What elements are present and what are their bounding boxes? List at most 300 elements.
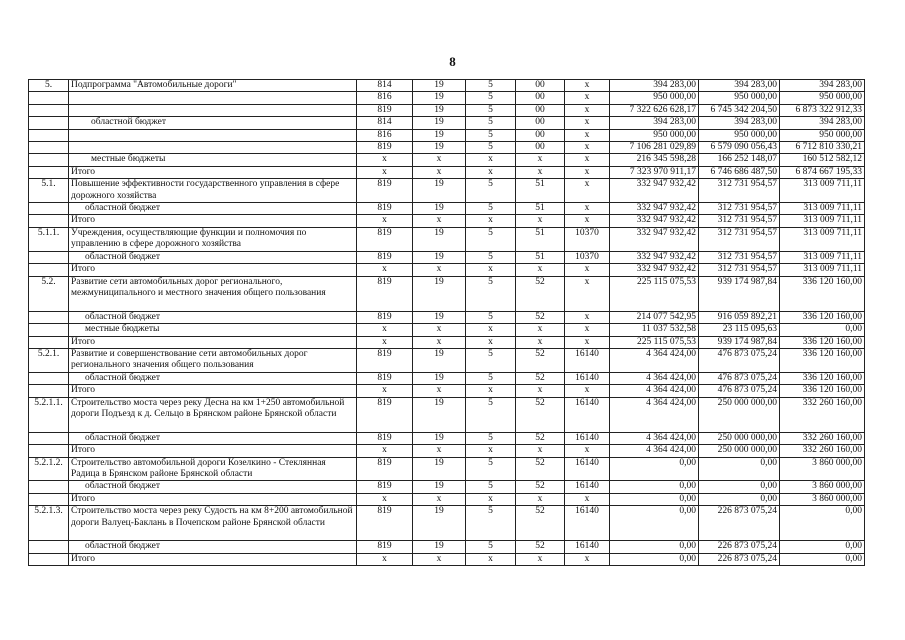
row-name-cell: Итого (69, 264, 357, 276)
table-row (29, 372, 865, 384)
admin-code-cell: 819 (357, 251, 413, 263)
event-code-cell: 52 (516, 397, 565, 432)
section-code-cell: 19 (413, 311, 466, 323)
row-code-cell (29, 215, 69, 227)
amount-year1-cell: 332 947 932,42 (610, 179, 699, 203)
admin-code-cell: x (357, 264, 413, 276)
admin-code-cell: 819 (357, 311, 413, 323)
row-name-cell: Строительство автомобильной дороги Козелкино - Стеклянная Радица в Брянском районе Брянской области (69, 457, 357, 481)
section-code-cell: x (413, 264, 466, 276)
direction-code-cell: 16140 (565, 541, 610, 553)
row-name-cell: Итого (69, 215, 357, 227)
direction-code-cell: x (565, 142, 610, 154)
subprogram-code-cell: x (466, 166, 516, 178)
event-code-cell: x (516, 445, 565, 457)
section-code-cell: 19 (413, 142, 466, 154)
row-name-cell: Строительство моста через реку Десна на км 1+250 автомобильной дороги Подъезд к д. Сельцо в Брянском районе Брянской области (69, 397, 357, 432)
row-code-cell (29, 92, 69, 104)
admin-code-cell: 819 (357, 203, 413, 215)
row-code-cell (29, 493, 69, 505)
direction-code-cell: x (565, 264, 610, 276)
table-row (29, 276, 865, 311)
row-code-cell: 5.2.1.2. (29, 457, 69, 481)
subprogram-code-cell: 5 (466, 348, 516, 372)
table-row (29, 553, 865, 565)
direction-code-cell: x (565, 336, 610, 348)
amount-year3-cell: 313 009 711,11 (780, 179, 865, 203)
admin-code-cell: 816 (357, 92, 413, 104)
section-code-cell: x (413, 166, 466, 178)
table-row (29, 445, 865, 457)
direction-code-cell: x (565, 117, 610, 129)
amount-year3-cell: 313 009 711,11 (780, 227, 865, 251)
direction-code-cell: 16140 (565, 481, 610, 493)
amount-year2-cell: 950 000,00 (699, 129, 780, 141)
direction-code-cell: 16140 (565, 506, 610, 541)
event-code-cell: 00 (516, 92, 565, 104)
amount-year3-cell: 313 009 711,11 (780, 215, 865, 227)
row-name-cell: Развитие сети автомобильных дорог регионального, межмуниципального и местного значения общего пользования (69, 276, 357, 311)
admin-code-cell: x (357, 336, 413, 348)
section-code-cell: 19 (413, 457, 466, 481)
admin-code-cell: 819 (357, 142, 413, 154)
amount-year1-cell: 0,00 (610, 493, 699, 505)
admin-code-cell: x (357, 215, 413, 227)
admin-code-cell: 819 (357, 276, 413, 311)
amount-year1-cell: 0,00 (610, 506, 699, 541)
table-row (29, 203, 865, 215)
amount-year3-cell: 394 283,00 (780, 80, 865, 92)
amount-year2-cell: 6 745 342 204,50 (699, 104, 780, 116)
subprogram-code-cell: 5 (466, 179, 516, 203)
amount-year2-cell: 226 873 075,24 (699, 506, 780, 541)
section-code-cell: 19 (413, 432, 466, 444)
row-name-cell: Учреждения, осуществляющие функции и полномочия по управлению в сфере дорожного хозяйства (69, 227, 357, 251)
row-code-cell (29, 129, 69, 141)
event-code-cell: 51 (516, 179, 565, 203)
table-row (29, 80, 865, 92)
row-name-cell: Подпрограмма "Автомобильные дороги" (69, 80, 357, 92)
amount-year1-cell: 11 037 532,58 (610, 324, 699, 336)
section-code-cell: 19 (413, 541, 466, 553)
table-row (29, 385, 865, 397)
direction-code-cell: x (565, 215, 610, 227)
admin-code-cell: 819 (357, 432, 413, 444)
amount-year1-cell: 332 947 932,42 (610, 251, 699, 263)
admin-code-cell: x (357, 166, 413, 178)
section-code-cell: 19 (413, 80, 466, 92)
direction-code-cell: 10370 (565, 227, 610, 251)
amount-year3-cell: 950 000,00 (780, 92, 865, 104)
amount-year1-cell: 4 364 424,00 (610, 432, 699, 444)
amount-year3-cell: 160 512 582,12 (780, 154, 865, 166)
row-code-cell: 5.2.1. (29, 348, 69, 372)
row-name-cell (69, 92, 357, 104)
event-code-cell: 52 (516, 457, 565, 481)
section-code-cell: x (413, 553, 466, 565)
direction-code-cell: 16140 (565, 457, 610, 481)
event-code-cell: 52 (516, 481, 565, 493)
admin-code-cell: 819 (357, 397, 413, 432)
table-row (29, 324, 865, 336)
row-code-cell: 5.2.1.3. (29, 506, 69, 541)
amount-year3-cell: 950 000,00 (780, 129, 865, 141)
subprogram-code-cell: 5 (466, 129, 516, 141)
event-code-cell: x (516, 324, 565, 336)
table-row (29, 348, 865, 372)
section-code-cell: x (413, 215, 466, 227)
admin-code-cell: 819 (357, 179, 413, 203)
amount-year3-cell: 332 260 160,00 (780, 432, 865, 444)
section-code-cell: 19 (413, 117, 466, 129)
amount-year3-cell: 336 120 160,00 (780, 372, 865, 384)
event-code-cell: x (516, 553, 565, 565)
event-code-cell: 52 (516, 276, 565, 311)
amount-year1-cell: 4 364 424,00 (610, 372, 699, 384)
amount-year2-cell: 226 873 075,24 (699, 541, 780, 553)
amount-year2-cell: 250 000 000,00 (699, 445, 780, 457)
admin-code-cell: 819 (357, 541, 413, 553)
section-code-cell: 19 (413, 203, 466, 215)
row-name-cell: местные бюджеты (69, 324, 357, 336)
amount-year2-cell: 312 731 954,57 (699, 227, 780, 251)
subprogram-code-cell: 5 (466, 92, 516, 104)
amount-year2-cell: 476 873 075,24 (699, 372, 780, 384)
section-code-cell: 19 (413, 179, 466, 203)
row-name-cell: Развитие и совершенствование сети автомобильных дорог регионального значения общего пользования (69, 348, 357, 372)
amount-year2-cell: 312 731 954,57 (699, 264, 780, 276)
table-row (29, 481, 865, 493)
row-code-cell (29, 324, 69, 336)
row-name-cell: Итого (69, 493, 357, 505)
section-code-cell: 19 (413, 506, 466, 541)
event-code-cell: 52 (516, 311, 565, 323)
row-code-cell (29, 154, 69, 166)
row-name-cell: областной бюджет (69, 117, 357, 129)
subprogram-code-cell: 5 (466, 227, 516, 251)
table-row (29, 154, 865, 166)
section-code-cell: x (413, 493, 466, 505)
row-code-cell (29, 432, 69, 444)
amount-year1-cell: 332 947 932,42 (610, 227, 699, 251)
admin-code-cell: 814 (357, 80, 413, 92)
page-number: 8 (449, 54, 456, 69)
amount-year3-cell: 336 120 160,00 (780, 348, 865, 372)
event-code-cell: 51 (516, 227, 565, 251)
section-code-cell: 19 (413, 129, 466, 141)
event-code-cell: 00 (516, 80, 565, 92)
row-name-cell: областной бюджет (69, 203, 357, 215)
amount-year2-cell: 916 059 892,21 (699, 311, 780, 323)
section-code-cell: 19 (413, 104, 466, 116)
amount-year1-cell: 4 364 424,00 (610, 348, 699, 372)
event-code-cell: x (516, 336, 565, 348)
amount-year3-cell: 6 712 810 330,21 (780, 142, 865, 154)
amount-year2-cell: 312 731 954,57 (699, 251, 780, 263)
amount-year3-cell: 313 009 711,11 (780, 203, 865, 215)
event-code-cell: 52 (516, 372, 565, 384)
table-row (29, 264, 865, 276)
table-row (29, 142, 865, 154)
direction-code-cell: 16140 (565, 432, 610, 444)
table-row (29, 227, 865, 251)
admin-code-cell: x (357, 385, 413, 397)
subprogram-code-cell: 5 (466, 506, 516, 541)
table-row (29, 506, 865, 541)
amount-year3-cell: 313 009 711,11 (780, 251, 865, 263)
amount-year2-cell: 0,00 (699, 457, 780, 481)
amount-year2-cell: 0,00 (699, 481, 780, 493)
subprogram-code-cell: 5 (466, 142, 516, 154)
row-name-cell: областной бюджет (69, 541, 357, 553)
subprogram-code-cell: 5 (466, 80, 516, 92)
table-row (29, 457, 865, 481)
direction-code-cell: x (565, 493, 610, 505)
amount-year2-cell: 476 873 075,24 (699, 385, 780, 397)
amount-year3-cell: 332 260 160,00 (780, 397, 865, 432)
subprogram-code-cell: 5 (466, 481, 516, 493)
subprogram-code-cell: 5 (466, 432, 516, 444)
direction-code-cell: x (565, 80, 610, 92)
amount-year1-cell: 332 947 932,42 (610, 264, 699, 276)
table-row (29, 432, 865, 444)
event-code-cell: x (516, 154, 565, 166)
amount-year3-cell: 336 120 160,00 (780, 276, 865, 311)
event-code-cell: 52 (516, 506, 565, 541)
amount-year3-cell: 336 120 160,00 (780, 311, 865, 323)
row-name-cell: областной бюджет (69, 251, 357, 263)
subprogram-code-cell: x (466, 264, 516, 276)
section-code-cell: 19 (413, 481, 466, 493)
section-code-cell: 19 (413, 397, 466, 432)
table-row (29, 92, 865, 104)
amount-year3-cell: 0,00 (780, 506, 865, 541)
amount-year3-cell: 6 873 322 912,33 (780, 104, 865, 116)
direction-code-cell: x (565, 104, 610, 116)
row-name-cell: Итого (69, 553, 357, 565)
admin-code-cell: x (357, 493, 413, 505)
table-row (29, 104, 865, 116)
table-row (29, 129, 865, 141)
row-code-cell: 5.1. (29, 179, 69, 203)
event-code-cell: 52 (516, 348, 565, 372)
event-code-cell: 52 (516, 432, 565, 444)
admin-code-cell: x (357, 445, 413, 457)
amount-year3-cell: 0,00 (780, 324, 865, 336)
row-code-cell (29, 166, 69, 178)
amount-year2-cell: 250 000 000,00 (699, 397, 780, 432)
amount-year1-cell: 7 322 626 628,17 (610, 104, 699, 116)
amount-year1-cell: 950 000,00 (610, 129, 699, 141)
amount-year2-cell: 0,00 (699, 493, 780, 505)
table-row (29, 493, 865, 505)
row-name-cell (69, 129, 357, 141)
admin-code-cell: 814 (357, 117, 413, 129)
event-code-cell: 00 (516, 142, 565, 154)
section-code-cell: 19 (413, 372, 466, 384)
direction-code-cell: x (565, 311, 610, 323)
event-code-cell: x (516, 493, 565, 505)
budget-table (28, 79, 865, 566)
amount-year2-cell: 939 174 987,84 (699, 276, 780, 311)
event-code-cell: x (516, 166, 565, 178)
amount-year3-cell: 394 283,00 (780, 117, 865, 129)
amount-year3-cell: 336 120 160,00 (780, 336, 865, 348)
amount-year3-cell: 6 874 667 195,33 (780, 166, 865, 178)
admin-code-cell: 819 (357, 457, 413, 481)
row-name-cell: областной бюджет (69, 481, 357, 493)
amount-year1-cell: 4 364 424,00 (610, 385, 699, 397)
amount-year2-cell: 394 283,00 (699, 80, 780, 92)
row-code-cell (29, 311, 69, 323)
amount-year1-cell: 394 283,00 (610, 80, 699, 92)
amount-year2-cell: 476 873 075,24 (699, 348, 780, 372)
event-code-cell: 51 (516, 251, 565, 263)
row-code-cell: 5.1.1. (29, 227, 69, 251)
admin-code-cell: x (357, 553, 413, 565)
section-code-cell: x (413, 385, 466, 397)
amount-year2-cell: 312 731 954,57 (699, 179, 780, 203)
direction-code-cell: x (565, 553, 610, 565)
direction-code-cell: 16140 (565, 348, 610, 372)
amount-year3-cell: 0,00 (780, 541, 865, 553)
row-name-cell: Строительство моста через реку Судость на км 8+200 автомобильной дороги Валуец-Баклань в Почепском районе Брянской области (69, 506, 357, 541)
subprogram-code-cell: 5 (466, 457, 516, 481)
amount-year1-cell: 950 000,00 (610, 92, 699, 104)
table-body (29, 80, 865, 566)
row-code-cell (29, 445, 69, 457)
section-code-cell: x (413, 324, 466, 336)
amount-year3-cell: 3 860 000,00 (780, 493, 865, 505)
row-name-cell: областной бюджет (69, 311, 357, 323)
subprogram-code-cell: 5 (466, 397, 516, 432)
amount-year3-cell: 3 860 000,00 (780, 457, 865, 481)
amount-year2-cell: 312 731 954,57 (699, 215, 780, 227)
admin-code-cell: x (357, 154, 413, 166)
direction-code-cell: 16140 (565, 372, 610, 384)
event-code-cell: 52 (516, 541, 565, 553)
row-code-cell (29, 117, 69, 129)
admin-code-cell: 819 (357, 227, 413, 251)
amount-year1-cell: 0,00 (610, 553, 699, 565)
row-code-cell (29, 142, 69, 154)
subprogram-code-cell: 5 (466, 251, 516, 263)
direction-code-cell: x (565, 129, 610, 141)
admin-code-cell: 819 (357, 506, 413, 541)
amount-year3-cell: 3 860 000,00 (780, 481, 865, 493)
direction-code-cell: x (565, 179, 610, 203)
amount-year1-cell: 4 364 424,00 (610, 445, 699, 457)
section-code-cell: x (413, 154, 466, 166)
subprogram-code-cell: 5 (466, 541, 516, 553)
amount-year3-cell: 0,00 (780, 553, 865, 565)
event-code-cell: 00 (516, 104, 565, 116)
row-code-cell (29, 481, 69, 493)
admin-code-cell: x (357, 324, 413, 336)
table-row (29, 397, 865, 432)
amount-year1-cell: 225 115 075,53 (610, 336, 699, 348)
row-code-cell: 5.2.1.1. (29, 397, 69, 432)
subprogram-code-cell: 5 (466, 311, 516, 323)
row-code-cell (29, 372, 69, 384)
event-code-cell: x (516, 264, 565, 276)
table-row (29, 336, 865, 348)
amount-year1-cell: 0,00 (610, 481, 699, 493)
amount-year3-cell: 336 120 160,00 (780, 385, 865, 397)
table-row (29, 215, 865, 227)
row-code-cell (29, 336, 69, 348)
direction-code-cell: 10370 (565, 251, 610, 263)
amount-year1-cell: 394 283,00 (610, 117, 699, 129)
event-code-cell: 51 (516, 203, 565, 215)
table-row (29, 251, 865, 263)
table-row (29, 179, 865, 203)
row-name-cell (69, 142, 357, 154)
row-code-cell (29, 104, 69, 116)
amount-year1-cell: 225 115 075,53 (610, 276, 699, 311)
subprogram-code-cell: 5 (466, 117, 516, 129)
table-row (29, 311, 865, 323)
direction-code-cell: x (565, 154, 610, 166)
section-code-cell: x (413, 445, 466, 457)
subprogram-code-cell: x (466, 493, 516, 505)
amount-year2-cell: 6 579 090 056,43 (699, 142, 780, 154)
amount-year1-cell: 4 364 424,00 (610, 397, 699, 432)
subprogram-code-cell: x (466, 385, 516, 397)
row-code-cell: 5.2. (29, 276, 69, 311)
amount-year1-cell: 332 947 932,42 (610, 215, 699, 227)
event-code-cell: x (516, 385, 565, 397)
direction-code-cell: x (565, 276, 610, 311)
row-name-cell: Итого (69, 336, 357, 348)
amount-year2-cell: 250 000 000,00 (699, 432, 780, 444)
row-name-cell: Итого (69, 166, 357, 178)
row-name-cell (69, 104, 357, 116)
amount-year1-cell: 0,00 (610, 457, 699, 481)
amount-year1-cell: 7 106 281 029,89 (610, 142, 699, 154)
amount-year2-cell: 939 174 987,84 (699, 336, 780, 348)
row-name-cell: местные бюджеты (69, 154, 357, 166)
event-code-cell: 00 (516, 117, 565, 129)
amount-year1-cell: 216 345 598,28 (610, 154, 699, 166)
event-code-cell: x (516, 215, 565, 227)
row-name-cell: областной бюджет (69, 372, 357, 384)
amount-year2-cell: 6 746 686 487,50 (699, 166, 780, 178)
row-code-cell (29, 203, 69, 215)
section-code-cell: 19 (413, 227, 466, 251)
amount-year1-cell: 7 323 970 911,17 (610, 166, 699, 178)
subprogram-code-cell: x (466, 445, 516, 457)
row-code-cell (29, 553, 69, 565)
admin-code-cell: 819 (357, 372, 413, 384)
direction-code-cell: x (565, 166, 610, 178)
subprogram-code-cell: 5 (466, 104, 516, 116)
direction-code-cell: x (565, 385, 610, 397)
direction-code-cell: x (565, 203, 610, 215)
row-name-cell: областной бюджет (69, 432, 357, 444)
admin-code-cell: 819 (357, 104, 413, 116)
amount-year1-cell: 214 077 542,95 (610, 311, 699, 323)
row-name-cell: Итого (69, 385, 357, 397)
row-code-cell (29, 251, 69, 263)
amount-year2-cell: 23 115 095,63 (699, 324, 780, 336)
row-code-cell (29, 385, 69, 397)
row-name-cell: Итого (69, 445, 357, 457)
section-code-cell: 19 (413, 251, 466, 263)
subprogram-code-cell: x (466, 336, 516, 348)
admin-code-cell: 816 (357, 129, 413, 141)
subprogram-code-cell: x (466, 215, 516, 227)
